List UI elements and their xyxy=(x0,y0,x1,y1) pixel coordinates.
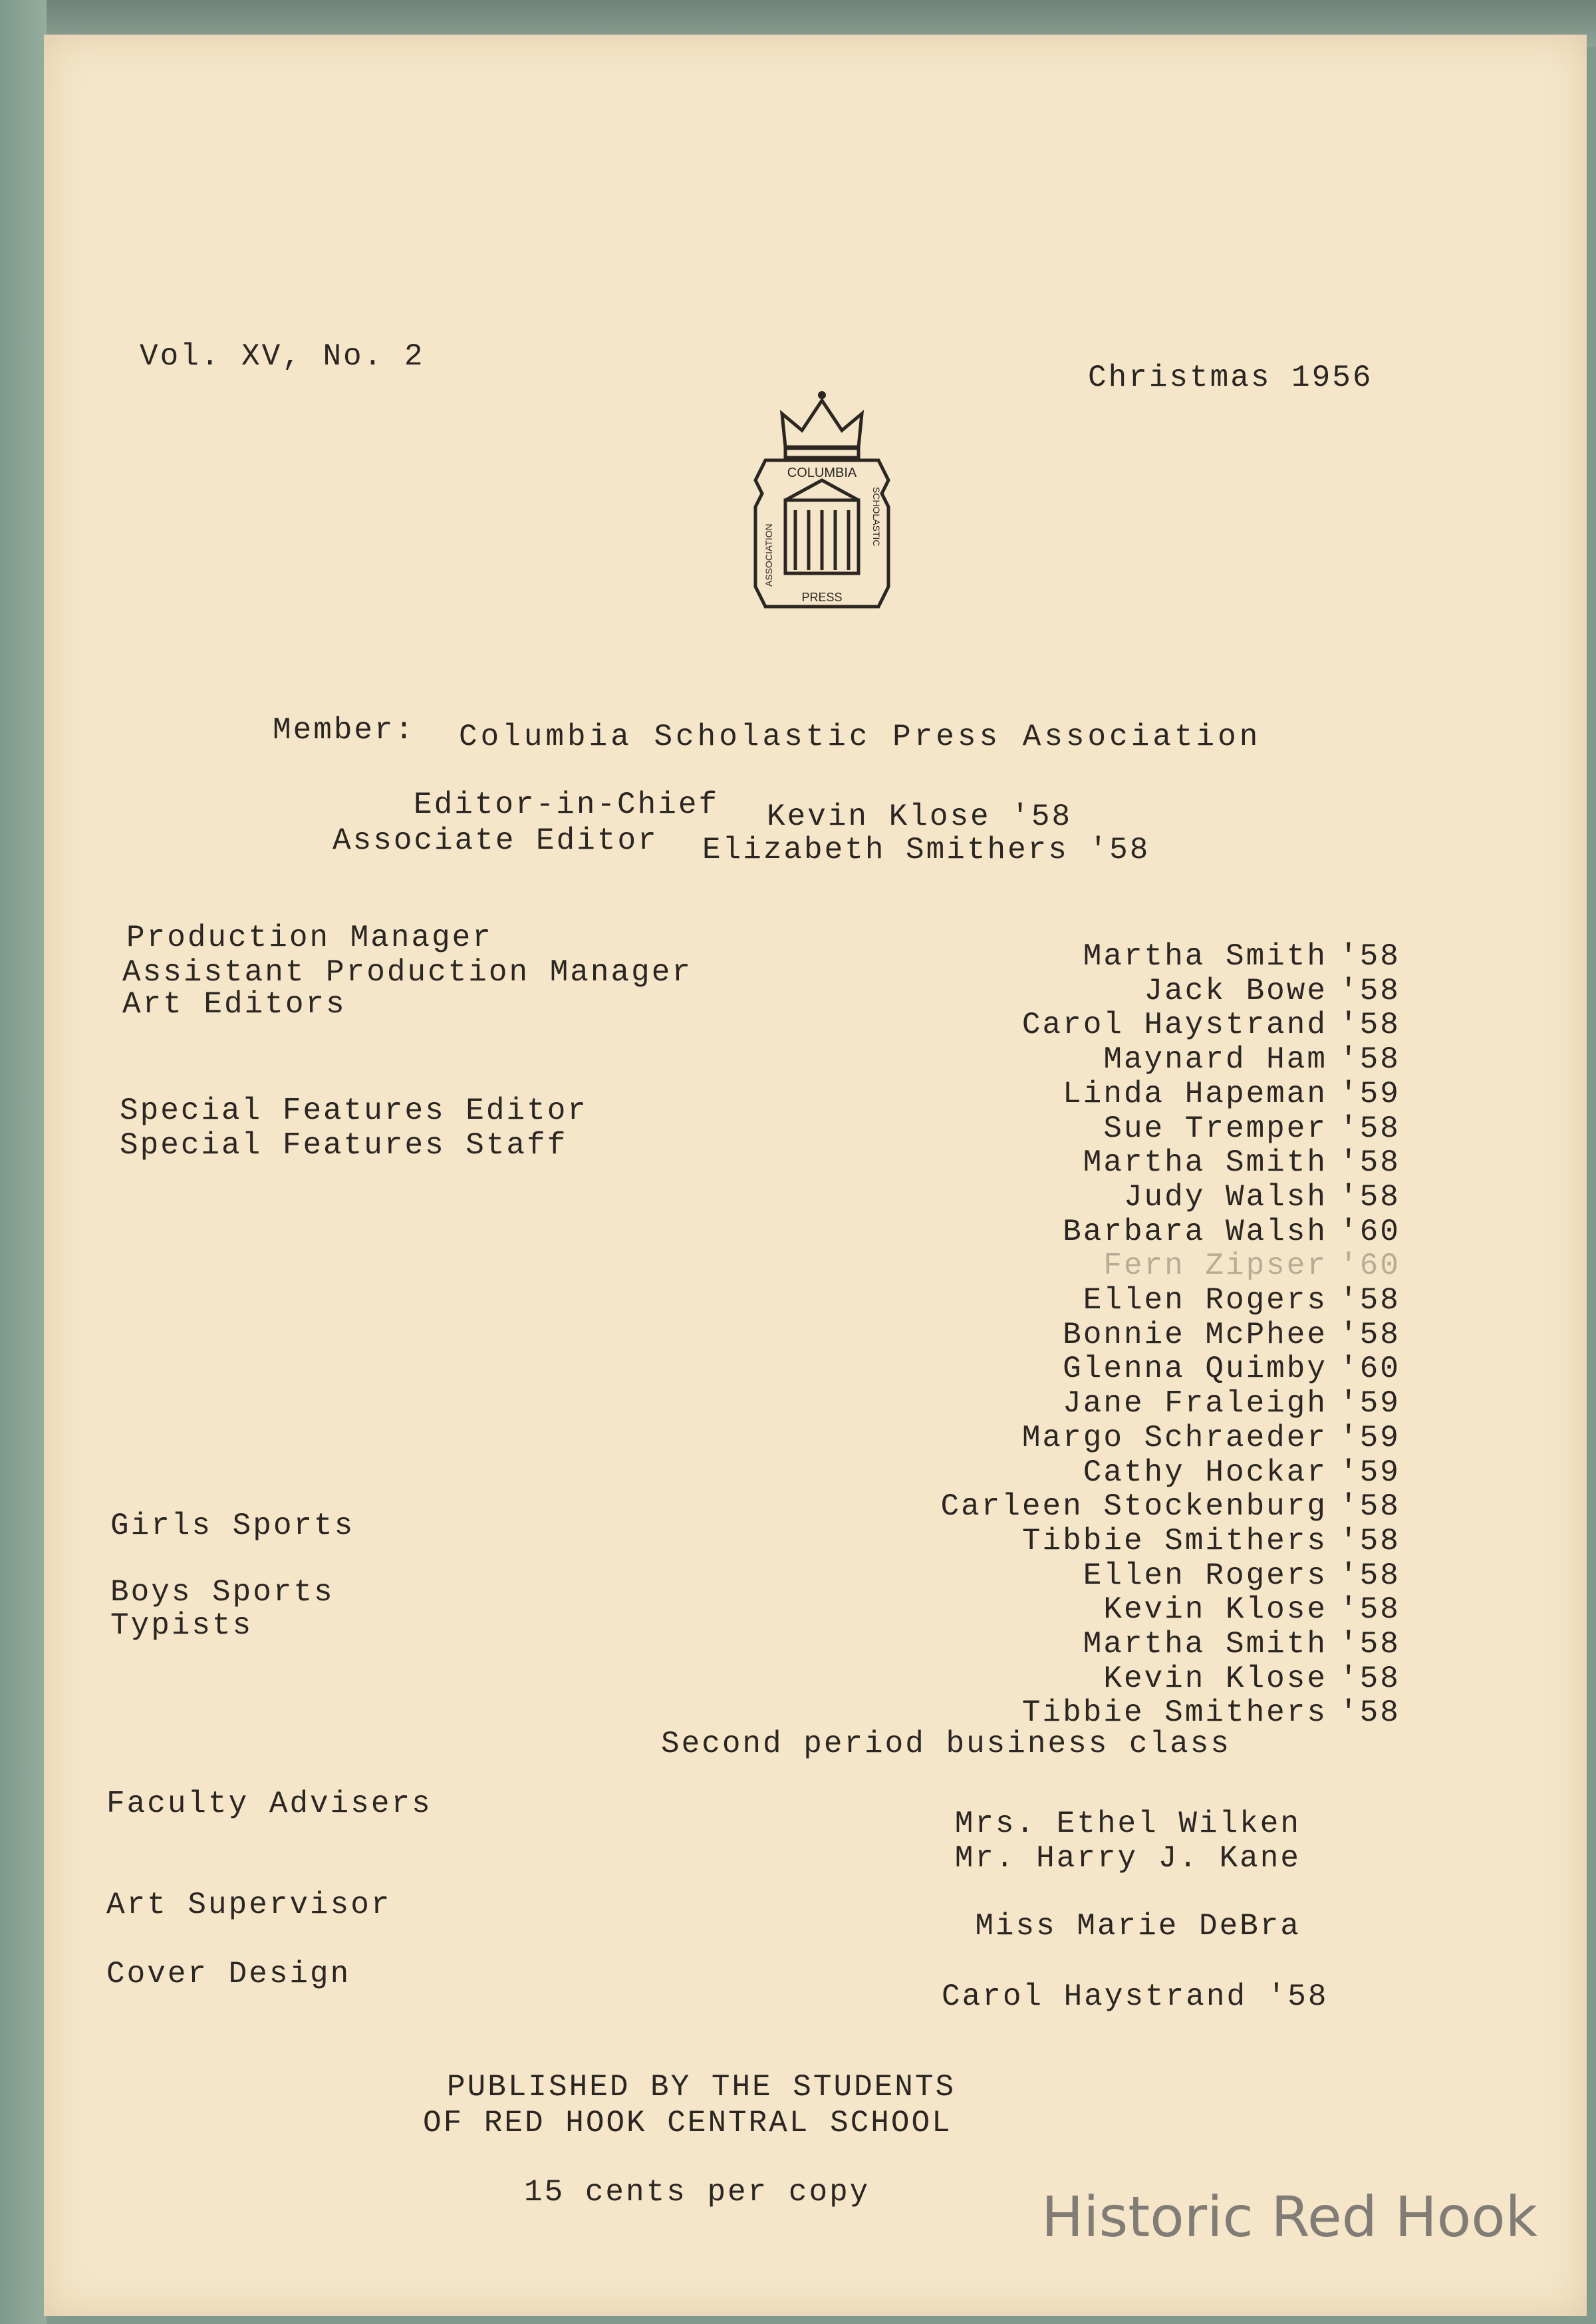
role-cover-design: Cover Design xyxy=(106,1957,351,1991)
staff-class-year: '58 xyxy=(1339,1695,1400,1731)
staff-class-year: '60 xyxy=(1339,1352,1400,1387)
staff-name: Bonnie McPhee xyxy=(1063,1317,1327,1352)
historic-red-hook-watermark: Historic Red Hook xyxy=(1041,2184,1538,2250)
staff-class-year: '58 xyxy=(1339,973,1400,1008)
role-art-supervisor: Art Supervisor xyxy=(106,1888,392,1922)
staff-class-year: '58 xyxy=(1339,1661,1400,1696)
staff-class-year: '60 xyxy=(1339,1248,1400,1284)
role-boys-sports: Boys Sports xyxy=(110,1575,334,1610)
staff-name: Kevin Klose xyxy=(1103,1592,1327,1628)
seal-top-text: COLUMBIA xyxy=(787,466,857,480)
staff-name: Maynard Ham xyxy=(1103,1042,1327,1078)
adviser-name: Mr. Harry J. Kane xyxy=(954,1841,1301,1876)
staff-name: Sue Tremper xyxy=(1103,1111,1327,1146)
art-supervisor-name: Miss Marie DeBra xyxy=(975,1909,1301,1944)
seal-right-text: SCHOLASTIC xyxy=(871,487,882,547)
staff-class-year: '58 xyxy=(1339,1523,1400,1558)
staff-class-year: '58 xyxy=(1339,1111,1400,1146)
role-special-features-editor: Special Features Editor xyxy=(120,1093,588,1128)
staff-name: Ellen Rogers xyxy=(1083,1283,1327,1318)
seal-left-text: ASSOCIATION xyxy=(763,523,774,587)
staff-name: Cathy Hockar xyxy=(1083,1455,1327,1490)
staff-class-year: '59 xyxy=(1339,1386,1400,1421)
footer-published-by: PUBLISHED BY THE STUDENTS xyxy=(447,2070,956,2105)
adviser-name: Mrs. Ethel Wilken xyxy=(954,1807,1301,1841)
associate-editor-role: Associate Editor xyxy=(332,823,658,858)
staff-class-year: '58 xyxy=(1339,1042,1400,1078)
footer-school: OF RED HOOK CENTRAL SCHOOL xyxy=(423,2106,952,2140)
staff-name: Tibbie Smithers xyxy=(1021,1523,1327,1558)
staff-class-year: '58 xyxy=(1339,1592,1400,1628)
role-production-manager: Production Manager xyxy=(126,921,493,955)
member-organization: Columbia Scholastic Press Association xyxy=(459,720,1262,754)
role-special-features-staff: Special Features Staff xyxy=(120,1128,568,1163)
role-typists: Typists xyxy=(110,1608,253,1643)
staff-name: Carleen Stockenburg xyxy=(940,1489,1327,1525)
associate-editor-name: Elizabeth Smithers '58 xyxy=(702,833,1150,867)
staff-class-year: '58 xyxy=(1339,939,1400,974)
editor-in-chief-role: Editor-in-Chief xyxy=(414,788,720,822)
staff-class-year: '58 xyxy=(1339,1627,1400,1662)
staff-class-year: '58 xyxy=(1339,1008,1400,1043)
staff-name: Tibbie Smithers xyxy=(1021,1695,1327,1731)
staff-name: Martha Smith xyxy=(1083,1627,1327,1662)
member-label: Member: xyxy=(273,713,416,748)
editor-in-chief-name: Kevin Klose '58 xyxy=(767,799,1073,834)
staff-name: Ellen Rogers xyxy=(1083,1558,1327,1593)
staff-name: Fern Zipser xyxy=(1103,1248,1327,1284)
staff-name: Jack Bowe xyxy=(1144,973,1327,1008)
staff-class-year: '58 xyxy=(1339,1558,1400,1593)
seal-bottom-text: PRESS xyxy=(801,591,843,604)
cover-design-name: Carol Haystrand '58 xyxy=(942,1979,1329,2014)
staff-class-year: '59 xyxy=(1339,1076,1400,1111)
role-faculty-advisers: Faculty Advisers xyxy=(106,1787,432,1821)
staff-class-year: '58 xyxy=(1339,1179,1400,1215)
staff-class-year: '60 xyxy=(1339,1214,1400,1249)
staff-name: Kevin Klose xyxy=(1103,1661,1327,1696)
document-page xyxy=(44,35,1587,2316)
staff-name: Glenna Quimby xyxy=(1063,1352,1327,1387)
staff-name: Linda Hapeman xyxy=(1063,1076,1327,1111)
staff-class-year: '59 xyxy=(1339,1455,1400,1490)
staff-name: Carol Haystrand xyxy=(1021,1008,1327,1043)
role-art-editors: Art Editors xyxy=(122,987,346,1022)
staff-name: Jane Fraleigh xyxy=(1063,1386,1327,1421)
press-association-seal xyxy=(745,387,898,627)
volume-number: Vol. XV, No. 2 xyxy=(140,339,425,374)
staff-name: Margo Schraeder xyxy=(1021,1420,1327,1455)
mount-board-left xyxy=(0,0,47,2324)
typists-class: Second period business class xyxy=(661,1727,1231,1761)
staff-name: Judy Walsh xyxy=(1123,1179,1327,1215)
role-assistant-production-manager: Assistant Production Manager xyxy=(122,955,692,990)
issue-date: Christmas 1956 xyxy=(1088,361,1373,395)
staff-class-year: '58 xyxy=(1339,1145,1400,1181)
staff-class-year: '58 xyxy=(1339,1283,1400,1318)
crown-icon xyxy=(782,400,862,447)
staff-class-year: '59 xyxy=(1339,1420,1400,1455)
staff-name: Martha Smith xyxy=(1083,1145,1327,1181)
staff-class-year: '58 xyxy=(1339,1489,1400,1525)
staff-class-year: '58 xyxy=(1339,1317,1400,1352)
role-girls-sports: Girls Sports xyxy=(110,1509,355,1543)
footer-price: 15 cents per copy xyxy=(524,2175,870,2210)
staff-name: Martha Smith xyxy=(1083,939,1327,974)
staff-name: Barbara Walsh xyxy=(1063,1214,1327,1249)
